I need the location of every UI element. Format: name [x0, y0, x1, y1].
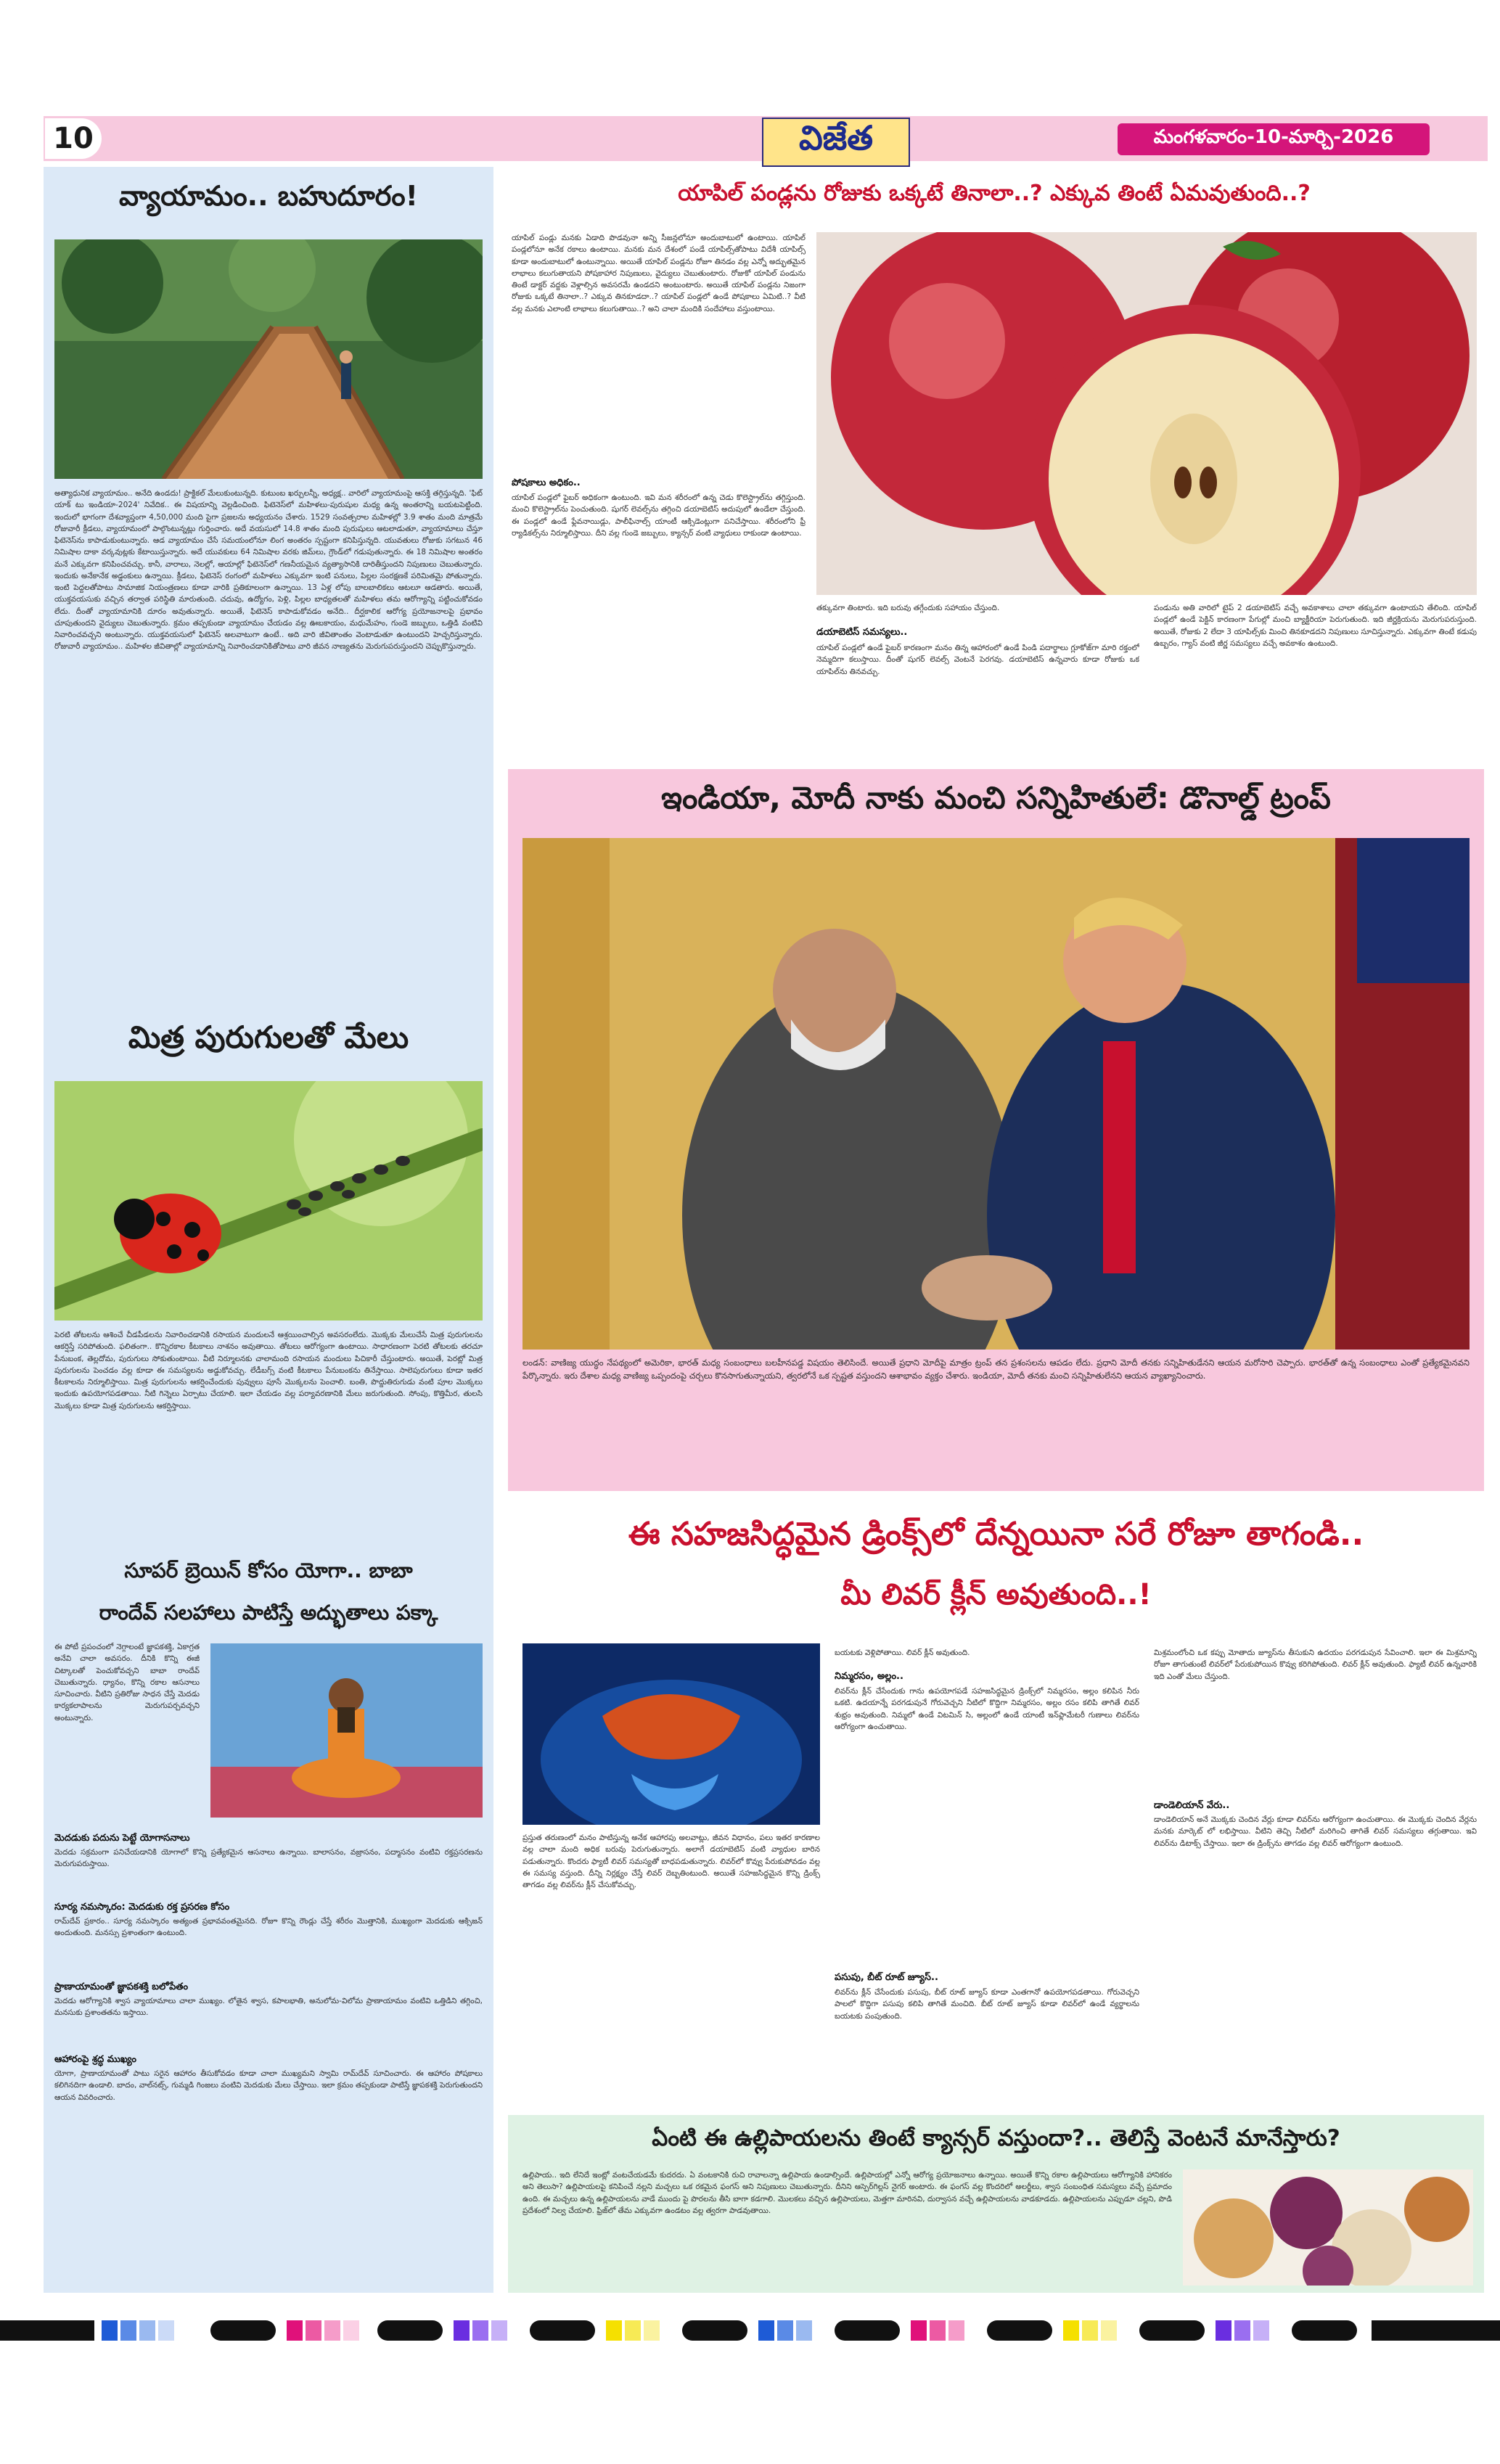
onion-title: ఏంటి ఈ ఉల్లిపాయలను తింటే క్యాన్సర్ వస్తుందా?.. తెలిస్తే వెంటనే మానేస్తారు? [652, 2124, 1340, 2151]
apple-photo [816, 232, 1477, 595]
yoga-sub4: ఆహారంపై శ్రద్ధ ముఖ్యం [54, 2054, 136, 2065]
onion-photo [1183, 2169, 1473, 2286]
exercise-title: వ్యాయామం.. బహుదూరం! [119, 180, 418, 212]
yoga-title-line2: రాందేవ్ సలహాలు పాటిస్తే అద్భుతాలు పక్కా [99, 1600, 438, 1625]
page-number: 10 [53, 122, 94, 155]
issue-date: మంగళవారం-10-మార్చి-2026 [1153, 126, 1394, 148]
trump-caption: లండన్: వాణిజ్య యుద్ధం నేపథ్యంలో అమెరికా, భారత్ మధ్య సంబంధాలు బలహీనపడ్డ విషయం తెలిసిందే. అయితే ప్రధాని మోదీపై మాత్రం ట్రంప్ తన ప్రశంసలను ఆపడం లేదు. ప్రధాని మోదీ తనకు సన్నిహితుడేనని ఆయన మరోసారి చెప్పారు. భారత్‌తో ఉన్న సంబంధాలు ఎంతో ప్రత్యేకమైనవని పేర్కొన్నారు. ఇరు దేశాల మధ్య వాణిజ్య ఒప్పందంపై చర్చలు కొనసాగుతున్నాయని, త్వరలోనే ఒక స్పష్టత వస్తుందని ఆశాభావం వ్యక్తం చేశారు. ఇండియా, మోదీ తనకు మంచి సన్నిహితులేనని ఆయన వ్యాఖ్యానించారు. [522, 1358, 1470, 1381]
page-number-badge [45, 118, 102, 159]
liver-col1: ప్రస్తుత తరుణంలో మనం పాటిస్తున్న అనేక ఆహారపు అలవాట్లు, జీవన విధానం, పలు ఇతర కారణాల వల్ల చాలా మంది అధిక బరువు పెరుగుతున్నారు. అలాగే డయాబెటిస్ వంటి వ్యాధుల బారిన పడుతున్నారు. కొందరు ఫ్యాటీ లివర్ సమస్యతో బాధపడుతున్నారు. లివర్‌లో కొవ్వు పేరుకుపోవడం వల్ల ఈ సమస్య వస్తుంది. దీన్ని నిర్లక్ష్యం చేస్తే లివర్ దెబ్బతింటుంది. అయితే సహజసిద్ధమైన కొన్ని డ్రింక్స్ తాగడం వల్ల లివర్‌ను క్లీన్ చేసుకోవచ్చు. [522, 1833, 820, 1890]
liver-sub1: నిమ్మరసం, అల్లం.. [835, 1671, 903, 1682]
liver-col3: మిశ్రమంలోంచి ఒక కప్పు మోతాదు జ్యూస్‌ను తీసుకుని ఉదయం పరగడుపున సేవించాలి. ఇలా ఈ మిశ్రమాన్ని రోజూ తాగుతుంటే లివర్‌లో పేరుకుపోయిన కొవ్వు కరిగిపోతుంది. లివర్ క్లీన్ అవుతుంది. ఫ్యాటీ లివర్ ఉన్నవారికి ఇది ఎంతో మేలు చేస్తుంది. [1154, 1648, 1477, 1681]
yoga-body1: మెదడు సక్రమంగా పనిచేయడానికి యోగాలో కొన్ని ప్రత్యేకమైన ఆసనాలు ఉన్నాయి. బాలాసనం, వజ్రాసనం, పద్మాసనం వంటివి రక్తప్రసరణను మెరుగుపరుస్తాయి. [54, 1848, 483, 1869]
liver-col2-head: బయటకు వెళ్లిపోతాయి. లివర్ క్లీన్ అవుతుంది. [835, 1648, 970, 1657]
yoga-body4: యోగా, ప్రాణాయామంతో పాటు సరైన ఆహారం తీసుకోవడం కూడా చాలా ముఖ్యమని స్వామి రామ్‌దేవ్ సూచించారు. ఈ ఆహారం పోషకాలు కలిగినదిగా ఉండాలి. బాదం, వాల్‌నట్స్, గుమ్మడి గింజలు వంటివి మెదడుకు మేలు చేస్తాయి. ఇలా క్రమం తప్పకుండా పాటిస్తే జ్ఞాపకశక్తి పెరుగుతుందని ఆయన వివరించారు. [54, 2069, 483, 2102]
liver-col3b: డాండెలియాన్ అనే మొక్కకు చెందిన వేర్లు కూడా లివర్‌ను ఆరోగ్యంగా ఉంచుతాయి. ఈ మొక్కకు చెందిన వేర్లను మనకు మార్కెట్ లో లభిస్తాయి. వీటిని తెచ్చి నీటిలో మరిగించి తాగితే లివర్ సమస్యలు తగ్గుతాయి. ఇవి లివర్‌ను డిటాక్స్ చేస్తాయి. ఇలా ఈ డ్రింక్స్‌ను తాగడం వల్ల లివర్ ఆరోగ్యంగా ఉంటుంది. [1154, 1815, 1477, 1848]
print-color-bar [0, 2315, 1500, 2344]
liver-sub2: పసుపు, బీట్ రూట్ జ్యూస్.. [835, 1972, 938, 1983]
yoga-title-line1: సూపర్ బ్రెయిన్ కోసం యోగా.. బాబా [124, 1558, 413, 1582]
onion-body: ఉల్లిపాయ.. ఇది లేనిదే ఇంట్లో వంటచేయడమే కుదరదు. ఏ వంటకానికి రుచి రావాలన్నా ఉల్లిపాయ ఉండాల్సిందే. ఉల్లిపాయల్లో ఎన్నో ఆరోగ్య ప్రయోజనాలు ఉన్నాయి. అయితే కొన్ని రకాల ఉల్లిపాయలు ఆరోగ్యానికి హానికరం అని తెలుసా? ఉల్లిపాయలపై కనిపించే నల్లని మచ్చలు ఒక రకమైన ఫంగస్ అని నిపుణులు చెబుతున్నారు. దీనిని ఆస్పెర్‌గిల్లస్ నైగర్ అంటారు. ఈ ఫంగస్ వల్ల కొందరిలో అలర్జీలు, శ్వాస సంబంధిత సమస్యలు వచ్చే ప్రమాదం ఉంది. ఈ మచ్చలు ఉన్న ఉల్లిపాయలను వాడే ముందు పై పొరలను తీసి బాగా కడగాలి. మొలకలు వచ్చిన ఉల్లిపాయలు, మెత్తగా మారినవి, దుర్వాసన వచ్చే ఉల్లిపాయలను వాడకూడదు. ఉల్లిపాయలను ఎప్పుడూ చల్లని, పొడి ప్రదేశంలో నిల్వ చేయాలి. ఫ్రిజ్‌లో తేమ ఎక్కువగా ఉండటం వల్ల త్వరగా పాడవుతాయి. [522, 2171, 1172, 2215]
yoga-intro: ఈ పోటీ ప్రపంచంలో నెగ్గాలంటే జ్ఞాపకశక్తి, ఏకాగ్రత అనేవి చాలా అవసరం. దీనికి కొన్ని ఈజీ చిట్కాలతో పెంచుకోవచ్చని బాబా రాందేవ్ చెబుతున్నారు. ధ్యానం, కొన్ని రకాల ఆసనాలు సూచించారు. వీటిని ప్రతిరోజు సాధన చేస్తే మెదడు కార్యకలాపాలను మెరుగుపర్చవచ్చని అంటున్నారు. [54, 1643, 200, 1722]
apple-sub2: డయాబెటిస్ సమస్యలు.. [816, 627, 908, 638]
yoga-sub3: ప్రాణాయామంతో జ్ఞాపకశక్తి బలోపేతం [54, 1982, 189, 1992]
insects-title: మిత్ర పురుగులతో మేలు [128, 1019, 409, 1055]
liver-col2: లివర్‌ను క్లీన్ చేసేందుకు గాను ఉపయోగపడే సహజసిద్ధమైన డ్రింక్స్‌లో నిమ్మరసం, అల్లం కలిపిన నీరు ఒకటి. ఉదయాన్నే పరగడుపునే గోరువెచ్చని నీటిలో కొద్దిగా నిమ్మరసం, అల్లం రసం కలిపి తాగితే లివర్ శుభ్రం అవుతుంది. నిమ్మలో ఉండే విటమిన్ సి, అల్లంలో ఉండే యాంటీ ఇన్‌ఫ్లామేటరీ గుణాలు లివర్‌ను ఆరోగ్యంగా ఉంచుతాయి. [835, 1687, 1139, 1731]
apple-body5: పండును అతి వారిలో టైప్ 2 డయాబెటిస్ వచ్చే అవకాశాలు చాలా తక్కువగా ఉంటాయని తేలింది. యాపిల్ పండ్లలో ఉండే పెక్టిన్ కారణంగా పేగుల్లో మంచి బ్యాక్టీరియా పెరుగుతుంది. ఇది జీర్ణక్రియను మెరుగుపరుస్తుంది. అయితే, రోజుకు 2 లేదా 3 యాపిల్స్‌కు మించి తినకూడదని నిపుణులు సూచిస్తున్నారు. ఎక్కువగా తింటే కడుపు ఉబ్బరం, గ్యాస్ వంటి జీర్ణ సమస్యలు వచ్చే అవకాశం ఉంటుంది. [1154, 604, 1477, 648]
liver-title-line2: మీ లివర్ క్లీన్ అవుతుంది..! [840, 1577, 1152, 1611]
apple-title: యాపిల్ పండ్లను రోజుకు ఒక్కటే తినాలా..? ఎక్కువ తింటే ఏమవుతుంది..? [678, 181, 1311, 206]
apple-body3: తక్కువగా తింటారు. ఇది బరువు తగ్గేందుకు సహాయం చేస్తుంది. [816, 604, 1000, 612]
liver-col2b: లివర్‌ను క్లీన్ చేసేందుకు పసుపు, బీట్ రూట్ జ్యూస్ కూడా ఎంతగానో ఉపయోగపడతాయి. గోరువెచ్చని పాలలో కొద్దిగా పసుపు కలిపి తాగితే మంచిది. బీట్ రూట్ జ్యూస్ కూడా లివర్‌లో ఉండే వ్యర్థాలను బయటకు పంపుతుంది. [835, 1988, 1139, 2021]
forest-walkway-photo [54, 239, 483, 479]
apple-sub1: పోషకాలు అధికం.. [512, 477, 581, 488]
yoga-sub2: సూర్య నమస్కారం: మెదడుకు రక్త ప్రసరణ కోసం [54, 1902, 230, 1913]
apple-body2: యాపిల్ పండ్లలో ఫైబర్ అధికంగా ఉంటుంది. ఇవి మన శరీరంలో ఉన్న చెడు కొలెస్ట్రాల్‌ను తగ్గిస్తుంది. మంచి కొలెస్ట్రాల్‌ను పెంచుతుంది. షుగర్ లెవల్స్‌ను తగ్గించి డయాబెటిస్ అదుపులో ఉండేలా చేస్తుంది. ఈ పండ్లలో ఉండే ఫ్లేవనాయిడ్లు, పాలీఫినాల్స్ యాంటీ ఆక్సిడెంట్లుగా పనిచేస్తాయి. శరీరంలోని ఫ్రీ ర్యాడికల్స్‌ను నిర్మూలిస్తాయి. దీని వల్ల గుండె జబ్బులు, క్యాన్సర్ వంటి వ్యాధులు రాకుండా ఉంటాయి. [512, 493, 806, 538]
insects-body: పెరటి తోటలను ఆశించే చీడపీడలను నివారించడానికి రసాయన మందులనే ఆశ్రయించాల్సిన అవసరంలేదు. మొక్కకు మేలుచేసే మిత్ర పురుగులను ఆకర్షిస్తే సరిపోతుంది. ఫలితంగా.. కొన్నిరకాల కీటకాలు నాశనం అవుతాయి. తోటలు ఆరోగ్యంగా ఉంటాయి. సాధారణంగా పెరటి తోటలకు తరచూ పేనుబంక, తెల్లదోమ, పురుగులు సోకుతుంటాయి. వీటి నిర్మూలనకు చాలామంది రసాయన మందులు పిచికారీ చేస్తుంటారు. అయితే, పెరట్లో మిత్ర పురుగులను పెంచడం వల్ల కూడా ఈ సమస్యలను అడ్డుకోవచ్చు. లేడీబగ్స్ వంటి కీటకాలు పేనుబంకను తినేస్తాయి. సాలెపురుగులు కూడా ఇతర కీటకాలను నిర్మూలిస్తాయి. మిత్ర పురుగులను ఆకర్షించేందుకు పువ్వులు పూసే మొక్కలను పెంచాలి. బంతి, పొద్దుతిరుగుడు వంటి పూల మొక్కలు ఇందుకు ఉపయోగపడతాయి. నీటి గిన్నెలు ఏర్పాటు చేయాలి. ఇలా చేయడం వల్ల పర్యావరణానికి మేలు జరుగుతుంది. సోంపు, కొత్తిమీర, తులసి మొక్కలు కూడా మిత్ర పురుగులను ఆకర్షిస్తాయి. [54, 1331, 483, 1410]
baba-ramdev-photo [210, 1643, 483, 1818]
liver-title-line1: ఈ సహజసిద్ధమైన డ్రింక్స్‌లో దేన్నయినా సరే రోజూ తాగండి.. [628, 1516, 1364, 1553]
apple-body1: యాపిల్ పండ్లు మనకు ఏడాది పొడవునా అన్ని సీజన్లలోనూ అందుబాటులో ఉంటాయి. యాపిల్ పండ్లలోనూ అనేక రకాలు ఉంటాయి. మనకు మన దేశంలో పండే యాపిల్స్‌తోపాటు విదేశీ యాపిల్స్ కూడా అందుబాటులో ఉంటున్నాయి. అయితే యాపిల్ పండ్లను రోజూ తినడం వల్ల ఎన్నో అద్భుతమైన లాభాలు కలుగుతాయని పోషకాహార నిపుణులు, వైద్యులు చెబుతుంటారు. రోజుకో యాపిల్ పండును తింటే డాక్టర్ వద్దకు వెళ్లాల్సిన అవసరమే ఉండదని అంటుంటారు. అయితే యాపిల్ పండ్లను నిజంగా రోజుకు ఒక్కటే తినాలా..? ఎక్కువ తినకూడదా..? యాపిల్ పండ్లలో ఉండే పోషకాలు ఏమిటి..? వీటి వల్ల మనకు ఎలాంటి లాభాలు కలుగుతాయి..? అని చాలా మందికి సందేహాలు వస్తుంటాయి. [512, 234, 806, 313]
yoga-body2: రామ్‌దేవ్ ప్రకారం.. సూర్య నమస్కారం అత్యంత ప్రభావవంతమైనది. రోజూ కొన్ని రౌండ్లు చేస్తే శరీరం మొత్తానికి, ముఖ్యంగా మెదడుకు ఆక్సిజన్ అందుతుంది. మనస్సు ప్రశాంతంగా ఉంటుంది. [54, 1917, 483, 1938]
masthead-title: విజేత [798, 118, 874, 157]
exercise-body: అత్యాధునిక వ్యాయామం.. అనేది ఉండదు! ప్రాక్టికల్ మేలుకుంటున్నది. కుటుంబ ఖర్చులన్నీ, అధ్యక్ష.. వారిలో వ్యాయామంపై ఆసక్తి తగ్గిస్తున్నది. 'ఫిట్ యాక్ టు ఇండియా-2024' నివేదిక.. ఈ విషయాన్ని వెల్లడించింది. ఫిటెనెస్‌లో మహిళలు-పురుషుల మధ్య ఉన్న అంతరాన్ని బయటపెట్టింది. ఇందులో భాగంగా దేశవ్యాప్తంగా 4,50,000 మంది పైగా ప్రజలను అధ్యయనం చేశారు. 1529 సంవత్సరాల మహిళల్లో 3.9 శాతం మంది మాత్రమే రోజువారీ క్రీడలు, వ్యాయామంలో పాల్గొంటున్నట్లు గుర్తించారు. అదే వయసులో 14.8 శాతం మంది పురుషులు ఆటలాడుతూ, వ్యాయామాలు చేస్తూ ఫిటెనెస్‌ను కాపాడుకుంటున్నారు. ఆడ వ్యాయామం చేసే సమయంలోనూ లింగ అంతరం స్పష్టంగా కనిపిస్తున్నది. యువతులు రోజుకు సగటున 46 నిమిషాల దాకా వర్కవుట్లకు కేటాయిస్తున్నారు. అదే యువకులు 64 నిమిషాల వరకు జిమ్‌లు, గ్రౌండ్‌లో గడుపుతున్నారు. ఈ 18 నిమిషాల అంతరం మనే ఎక్కువగా కనిపించవచ్చు. కానీ, వారాలు, నెలల్లో, ఆయాల్లో ఫిటెనెస్‌లో గణనీయమైన వ్యత్యాసానికి దారితీస్తుందని నిపుణులు చెబుతున్నారు. ఇందుకు అనేకానేక అడ్డంకులు ఉన్నాయి. క్రీడలు, ఫిటెనెస్ రంగంలో మహిళలు ఎక్కువగా ఇంటి పనులు, పిల్లల సంరక్షణకే పరిమితమై పోతున్నారు. ఇంటి పెద్దలతోపాటు సామాజిక నియంత్రణలు కూడా వారికి ప్రతికూలంగా ఉన్నాయి. 13 ఏళ్ల లోపు బాలబాలికలు ఆటలూ ఆడతారు. అయితే, యుక్తవయసుకు వచ్చిన తర్వాత పరిస్థితి మారుతుంది. చదువు, ఉద్యోగం, పెళ్లి, పిల్లల బాధ్యతలతో మహిళలు తమ ఆరోగ్యాన్ని పట్టించుకోవడం లేదు. దీంతో వ్యాయామానికి దూరం అవుతున్నారు. అయితే, ఫిటెనెస్ కాపాడుకోవడం అనేది.. దీర్ఘకాలిక ఆరోగ్య ప్రయోజనాలపై ప్రభావం చూపుతుందని వైద్యులు చెబుతున్నారు. క్రమం తప్పకుండా వ్యాయామం చేయడం వల్ల ఊబకాయం, మధుమేహం, గుండె జబ్బులు, ఒత్తిడి వంటివి నివారించవచ్చని అంటున్నారు. యుక్తవయసులో ఫిటెనెస్ అలవాటుగా ఉంటే.. అది వారి జీవితాంతం వెంటాడుతూ ఉంటుందని హెచ్చరిస్తున్నారు. రోజువారీ వ్యాయామం.. మహిళల జీవితాల్లో వ్యాయామాన్ని నివారించడానికితోపాటు వారి జీవన నాణ్యతను మెరుగుపరుస్తుందని చెప్పుకొస్తున్నారు. [54, 489, 483, 652]
trump-title: ఇండియా, మోదీ నాకు మంచి సన్నిహితులే: డొనాల్డ్ ట్రంప్ [661, 780, 1331, 816]
yoga-body3: మెదడు ఆరోగ్యానికి శ్వాస వ్యాయామాలు చాలా ముఖ్యం. లోతైన శ్వాస, కపాలభాతి, అనులోమ-విలోమ ప్రాణాయామం వంటివి ఒత్తిడిని తగ్గించి, మనసుకు ప్రశాంతతను ఇస్తాయి. [54, 1997, 483, 2018]
ladybug-photo [54, 1081, 483, 1321]
liver-sub3: డాండెలియాన్ వేరు.. [1154, 1800, 1230, 1811]
masthead-logo [762, 118, 910, 167]
liver-illustration-photo [522, 1643, 820, 1825]
issue-date-box [1118, 123, 1430, 155]
modi-trump-handshake-photo [522, 838, 1470, 1350]
apple-body4: యాపిల్ పండ్లలో ఉండే ఫైబర్ కారణంగా మనం తిన్న ఆహారంలో ఉండే పిండి పదార్థాలు గ్లూకోజ్‌గా మారి రక్తంలో నెమ్మదిగా కలుస్తాయి. దీంతో షుగర్ లెవల్స్ వెంటనే పెరగవు. డయాబెటిస్ ఉన్నవారు కూడా రోజుకు ఒక యాపిల్‌ను తినవచ్చు. [816, 644, 1139, 676]
yoga-sub1: మెదడుకు పదును పెట్టే యోగాసనాలు [54, 1833, 190, 1844]
